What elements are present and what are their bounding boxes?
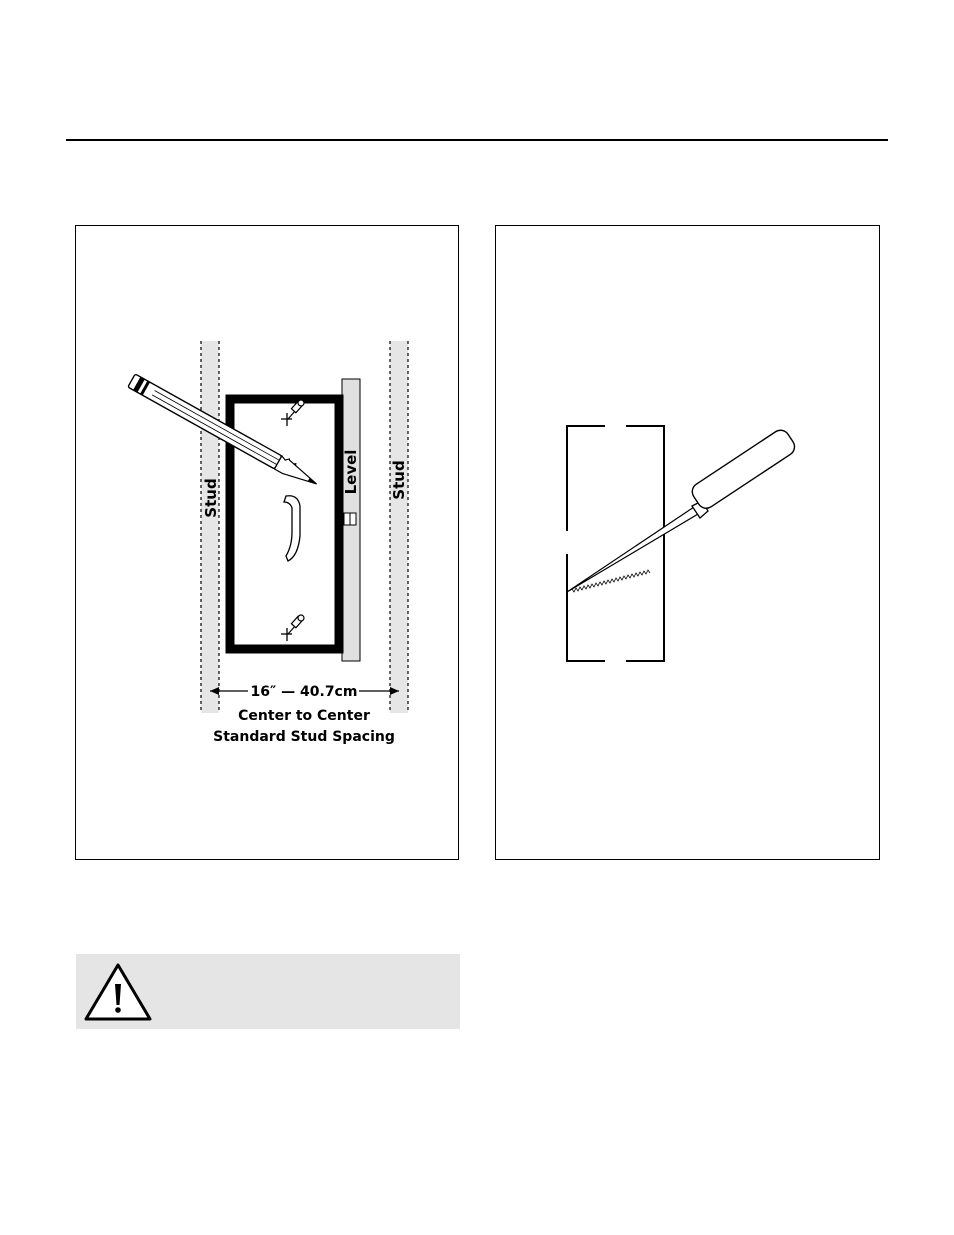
caption-line-1: Center to Center xyxy=(238,708,370,724)
stud-right xyxy=(390,341,408,713)
stud-left-label: Stud xyxy=(202,478,220,518)
warning-box xyxy=(76,954,460,1029)
figure-cut-opening xyxy=(495,225,880,860)
level-icon xyxy=(342,379,360,661)
stud-spacing-diagram xyxy=(76,226,460,861)
stud-left xyxy=(201,341,219,713)
dimension-label: 16″ — 40.7cm xyxy=(250,684,358,700)
header-rule xyxy=(66,139,888,141)
figure-stud-spacing xyxy=(75,225,459,860)
level-label: Level xyxy=(342,449,360,495)
stud-right-label: Stud xyxy=(390,460,408,500)
cut-opening-diagram xyxy=(496,226,881,861)
caption-line-2: Standard Stud Spacing xyxy=(213,729,395,745)
drywall-saw-icon xyxy=(567,427,798,592)
warning-triangle-icon xyxy=(81,954,161,1029)
